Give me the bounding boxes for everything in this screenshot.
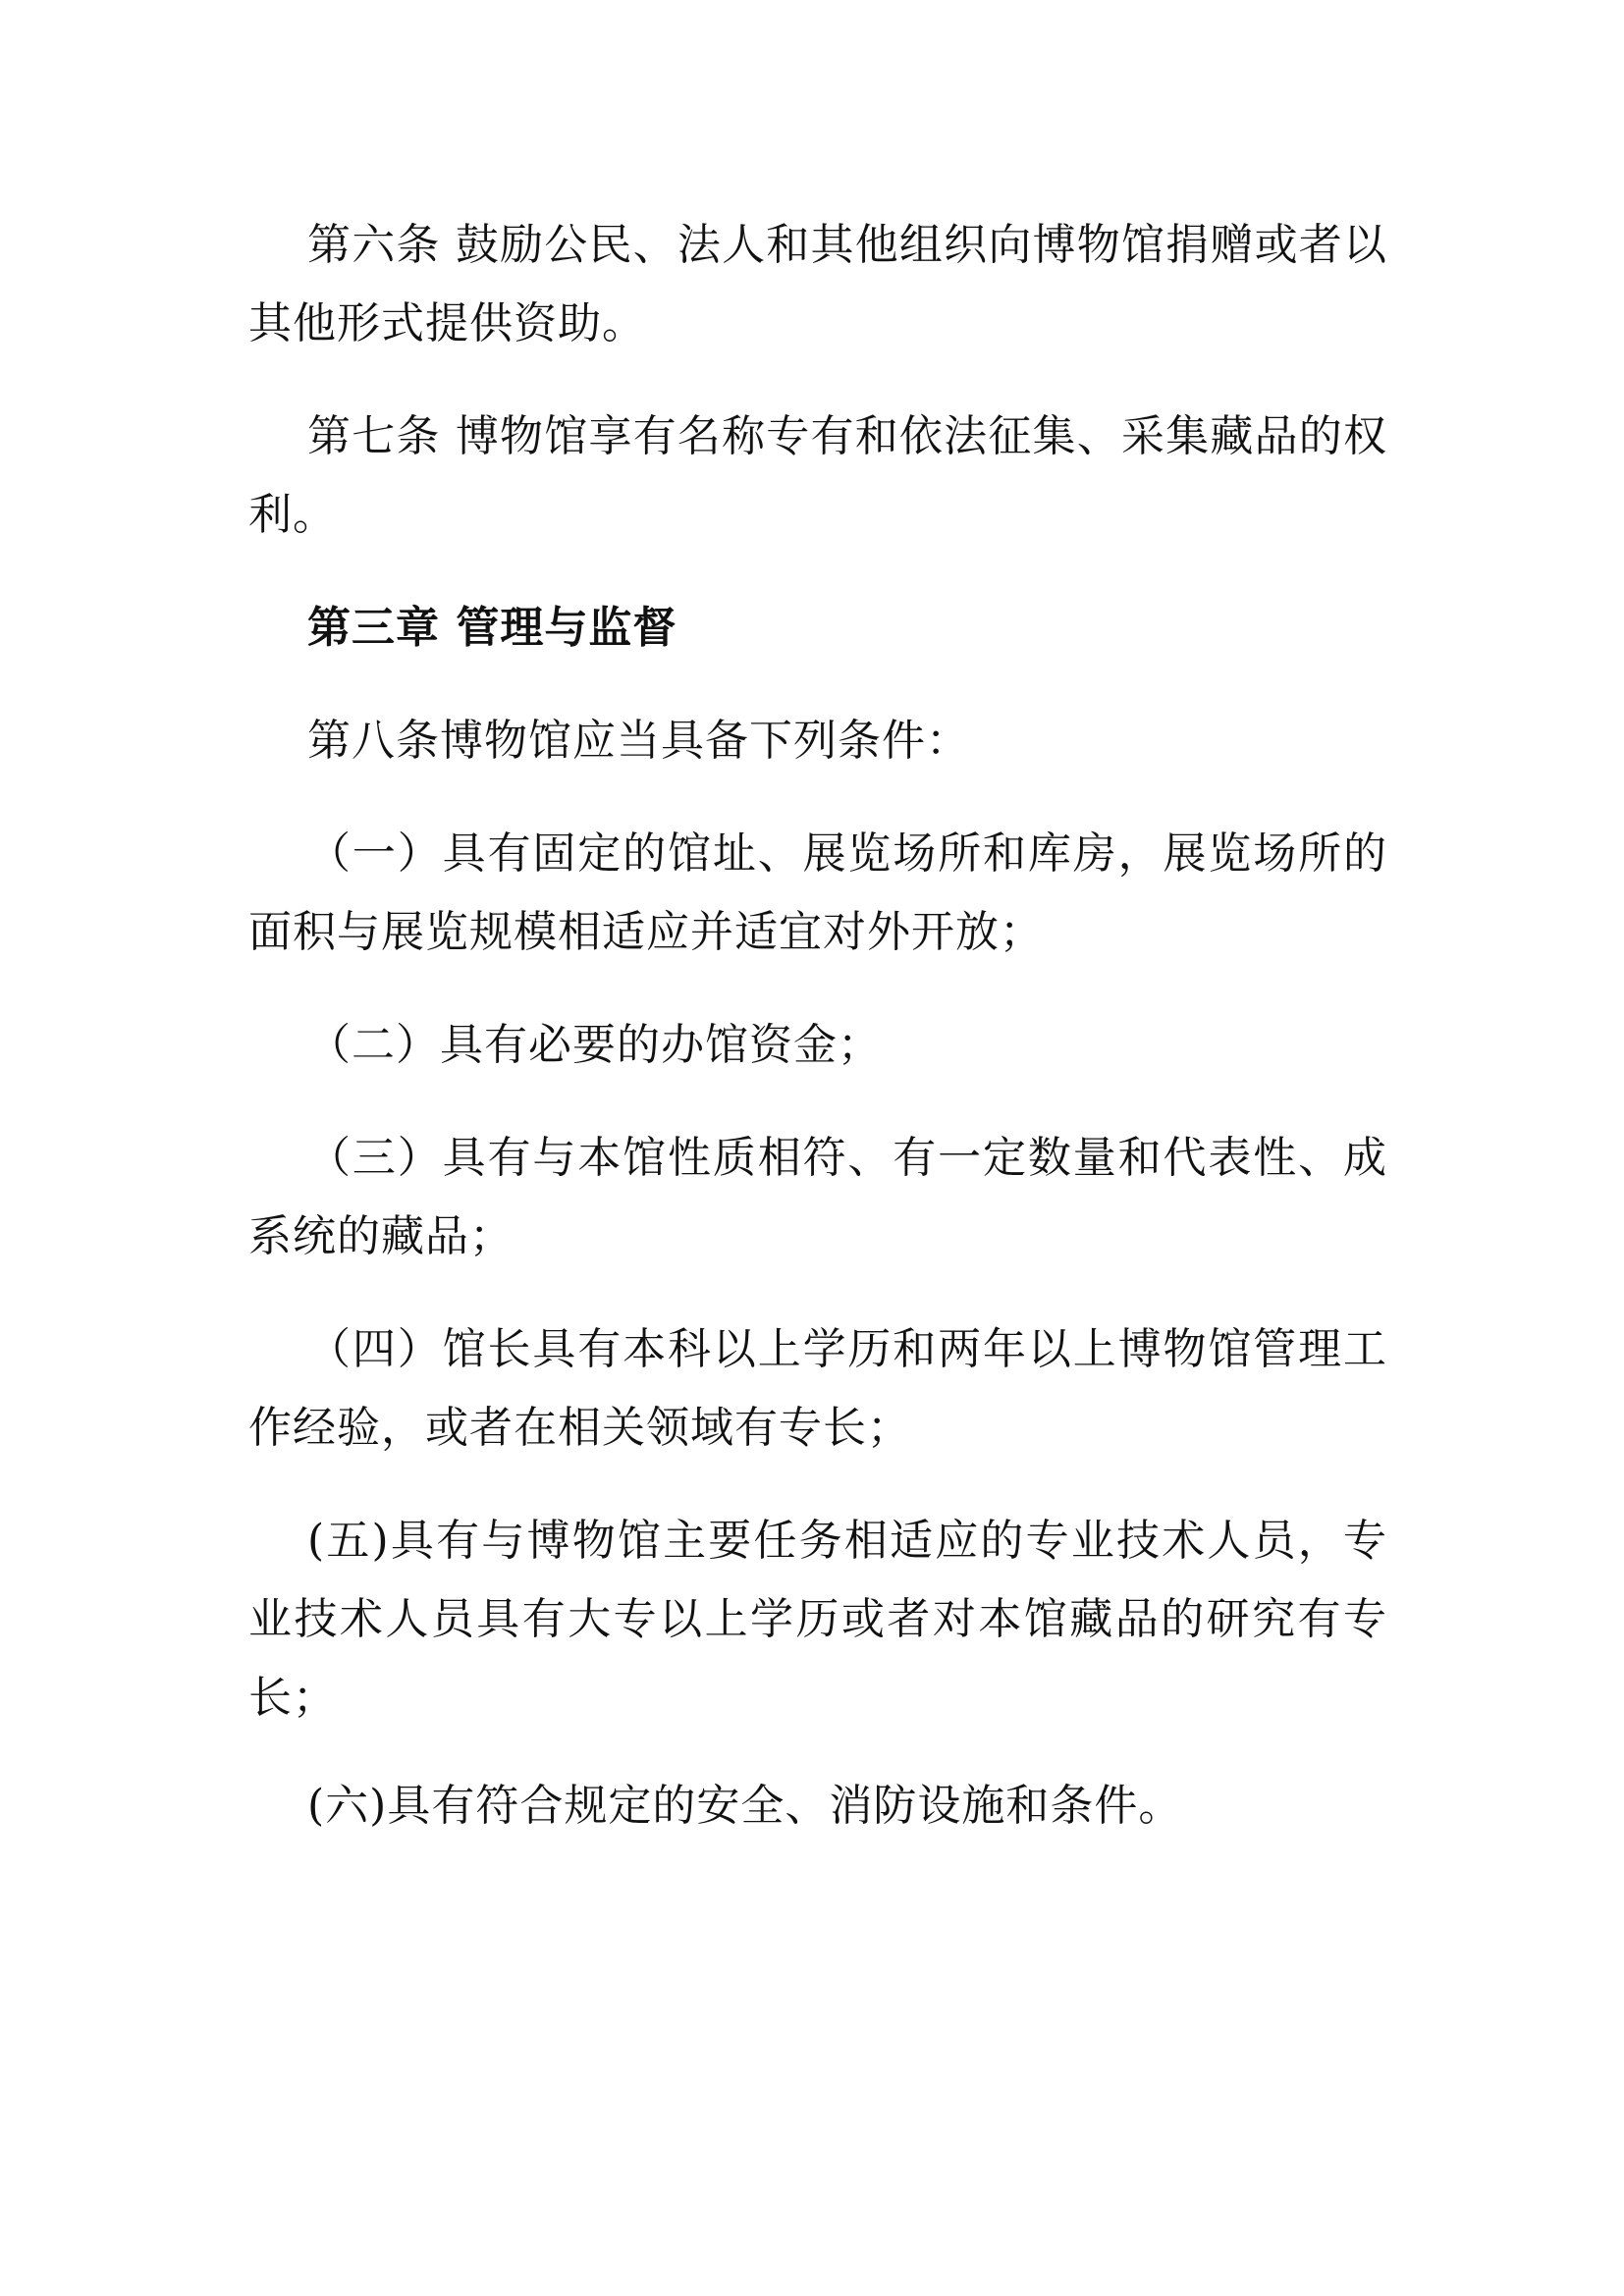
article-8-paragraph: 第八条博物馆应当具备下列条件： [307, 716, 970, 766]
item-1-paragraph: （一）具有固定的馆址、展览场所和库房，展览场所的面积与展览规模相适应并适宜对外开放； [248, 828, 1387, 957]
item-6-paragraph: (六)具有符合规定的安全、消防设施和条件。 [307, 1781, 1183, 1831]
item-3-paragraph: （三）具有与本馆性质相符、有一定数量和代表性、成系统的藏品； [248, 1133, 1387, 1261]
item-2-paragraph: （二）具有必要的办馆资金； [307, 1020, 882, 1070]
chapter-3-heading: 第三章 管理与监督 [307, 603, 677, 653]
item-4-paragraph: （四）馆长具有本科以上学历和两年以上博物馆管理工作经验，或者在相关领域有专长； [248, 1324, 1387, 1453]
article-6-paragraph: 第六条 鼓励公民、法人和其他组织向博物馆捐赠或者以其他形式提供资助。 [248, 220, 1387, 348]
article-7-paragraph: 第七条 博物馆享有名称专有和依法征集、采集藏品的权利。 [248, 411, 1387, 540]
item-5-paragraph: (五)具有与博物馆主要任务相适应的专业技术人员，专业技术人员具有大专以上学历或者对本馆藏品的研究有专长； [248, 1516, 1387, 1723]
